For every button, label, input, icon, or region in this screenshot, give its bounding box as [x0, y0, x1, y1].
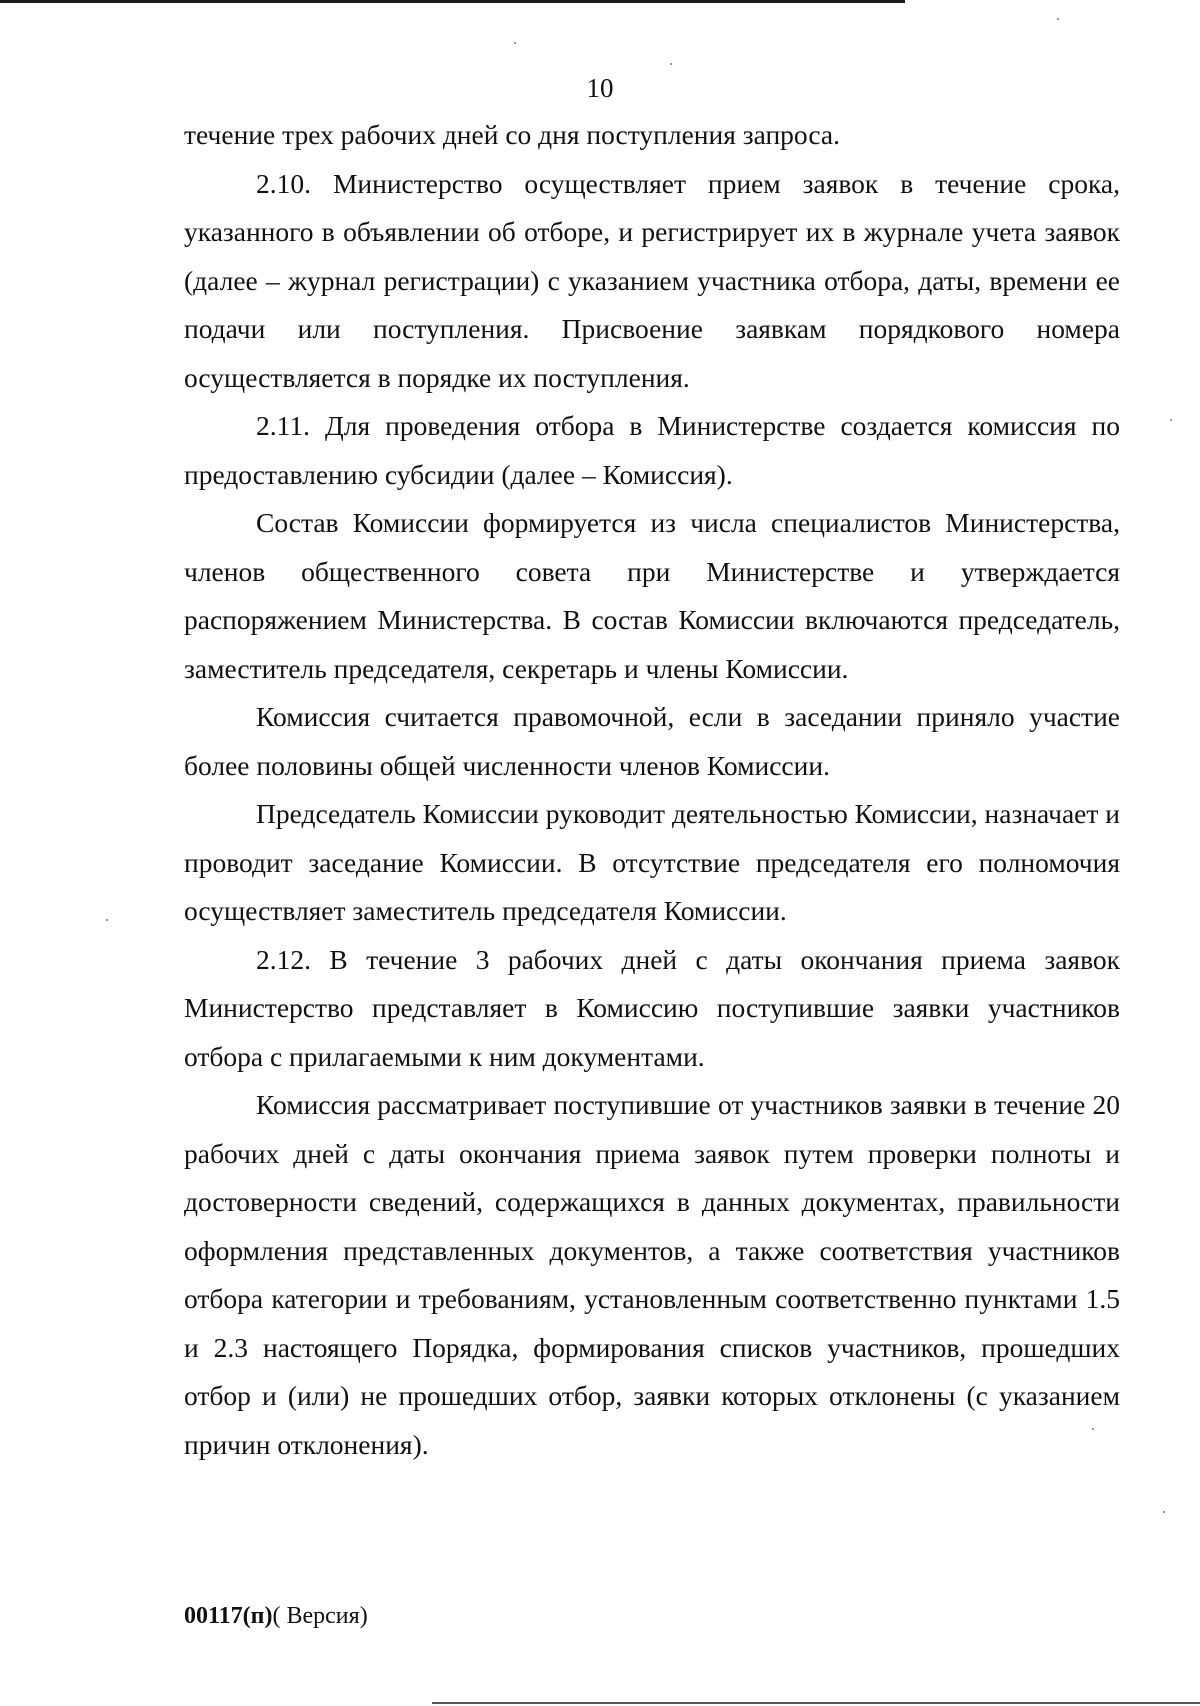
- paragraph-2-12: 2.12. В течение 3 рабочих дней с даты окончания приема заявок Министерство представляет в Комиссию поступившие заявки участников отбора с прилагаемыми к ним документами.: [184, 943, 1120, 1072]
- document-footer: [184, 1601, 368, 1631]
- document-body: [184, 111, 1120, 1469]
- paragraph: течение трех рабочих дней со дня поступления запроса.: [184, 119, 840, 150]
- page-number: 10: [586, 73, 614, 103]
- document-code: 00117(п): [184, 1603, 273, 1629]
- paragraph-2-10: 2.10. Министерство осуществляет прием заявок в течение срока, указанного в объявлении об отборе, и регистрирует их в журнале учета заявок (далее – журнал регистрации) с указанием участника отбора, даты, времени ее подачи или поступления. Присвоение заявкам порядкового номера осуществляется в порядке их поступления.: [184, 167, 1120, 393]
- scan-speck: [1163, 1511, 1165, 1513]
- scan-speck: [1170, 419, 1172, 421]
- paragraph: Председатель Комиссии руководит деятельностью Комиссии, назначает и проводит заседание Комиссии. В отсутствие председателя его полномочия осуществляет заместитель председателя Комиссии.: [184, 798, 1120, 926]
- paragraph: Комиссия рассматривает поступившие от участников заявки в течение 20 рабочих дней с даты окончания приема заявок путем проверки полноты и достоверности сведений, содержащихся в данных документах, правильности оформления представленных документов, а также соответствия участников отбора категории и требованиям, установленным соответственно пунктами 1.5 и 2.3 настоящего Порядка, формирования списков участников, прошедших отбор и (или) не прошедших отбор, заявки которых отклонены (с указанием причин отклонения).: [184, 1089, 1120, 1460]
- scan-speck: [670, 63, 672, 65]
- scan-speck: [106, 919, 108, 921]
- version-label: ( Версия): [272, 1603, 368, 1629]
- scan-edge-bottom: [432, 1702, 1200, 1704]
- paragraph-2-11: 2.11. Для проведения отбора в Министерстве создается комиссия по предоставлению субсидии (далее – Комиссия).: [184, 410, 1120, 490]
- scan-speck: [1057, 18, 1059, 20]
- paragraph: Состав Комиссии формируется из числа специалистов Министерства, членов общественного совета при Министерстве и утверждается распоряжением Министерства. В состав Комиссии включаются председатель, заместитель председателя, секретарь и члены Комиссии.: [184, 507, 1120, 684]
- paragraph: Комиссия считается правомочной, если в заседании приняло участие более половины общей численности членов Комиссии.: [184, 701, 1120, 781]
- scan-edge-top: [0, 0, 905, 3]
- scan-speck: [514, 42, 516, 44]
